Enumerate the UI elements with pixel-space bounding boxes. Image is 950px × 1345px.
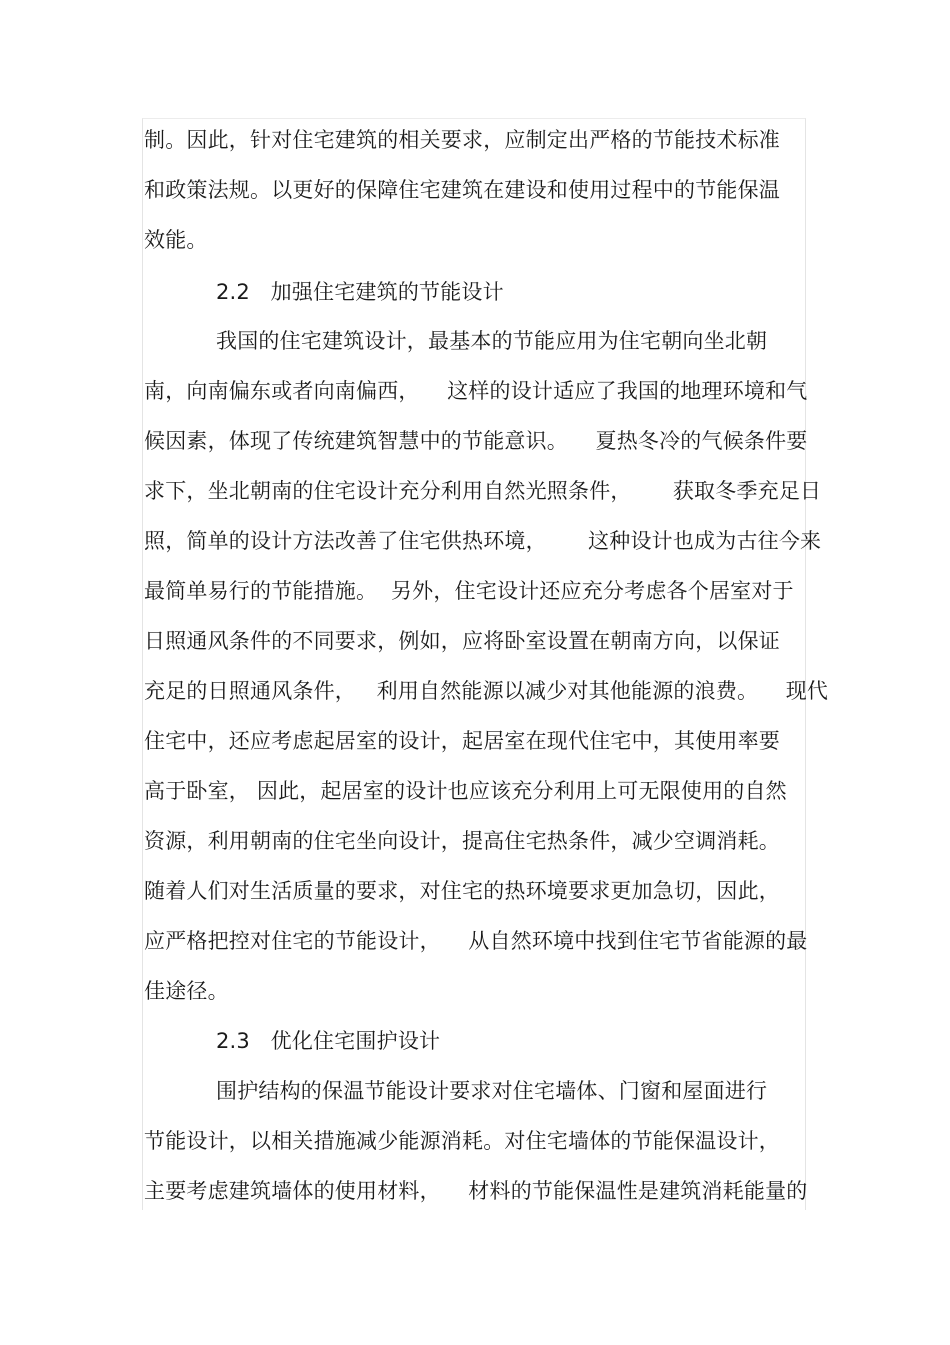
text-line: 和政策法规。以更好的保障住宅建筑在建设和使用过程中的节能保温 [144, 178, 780, 202]
text-line: 节能设计，以相关措施减少能源消耗。对住宅墙体的节能保温设计， [144, 1129, 780, 1153]
text-line: 日照通风条件的不同要求，例如，应将卧室设置在朝南方向，以保证 [144, 629, 780, 653]
text-line: 充足的日照通风条件， 利用自然能源以减少对其他能源的浪费。 现代 [144, 679, 829, 703]
section-heading-2-3: 2.3 优化住宅围护设计 [216, 1029, 441, 1053]
paragraph-start: 围护结构的保温节能设计要求对住宅墙体、门窗和屋面进行 [216, 1079, 768, 1103]
text-line: 高于卧室， 因此，起居室的设计也应该充分利用上可无限使用的自然 [144, 779, 787, 803]
text-line: 南，向南偏东或者向南偏西， 这样的设计适应了我国的地理环境和气 [144, 379, 808, 403]
paragraph-start: 我国的住宅建筑设计，最基本的节能应用为住宅朝向坐北朝 [216, 329, 768, 353]
text-line: 最简单易行的节能措施。 另外，住宅设计还应充分考虑各个居室对于 [144, 579, 794, 603]
text-line: 佳途径。 [144, 979, 229, 1003]
text-line: 资源，利用朝南的住宅坐向设计，提高住宅热条件，减少空调消耗。 [144, 829, 780, 853]
text-line: 住宅中，还应考虑起居室的设计，起居室在现代住宅中，其使用率要 [144, 729, 780, 753]
text-line: 随着人们对生活质量的要求，对住宅的热环境要求更加急切，因此， [144, 879, 780, 903]
text-line: 照，简单的设计方法改善了住宅供热环境， 这种设计也成为古往今来 [144, 529, 822, 553]
text-line: 应严格把控对住宅的节能设计， 从自然环境中找到住宅节省能源的最 [144, 929, 808, 953]
section-heading-2-2: 2.2 加强住宅建筑的节能设计 [216, 280, 504, 304]
text-line: 候因素，体现了传统建筑智慧中的节能意识。 夏热冬冷的气候条件要 [144, 429, 808, 453]
text-line: 效能。 [144, 228, 208, 252]
text-line: 制。因此，针对住宅建筑的相关要求，应制定出严格的节能技术标准 [144, 128, 780, 152]
text-line: 求下，坐北朝南的住宅设计充分利用自然光照条件， 获取冬季充足日 [144, 479, 822, 503]
text-line: 主要考虑建筑墙体的使用材料， 材料的节能保温性是建筑消耗能量的 [144, 1179, 808, 1203]
